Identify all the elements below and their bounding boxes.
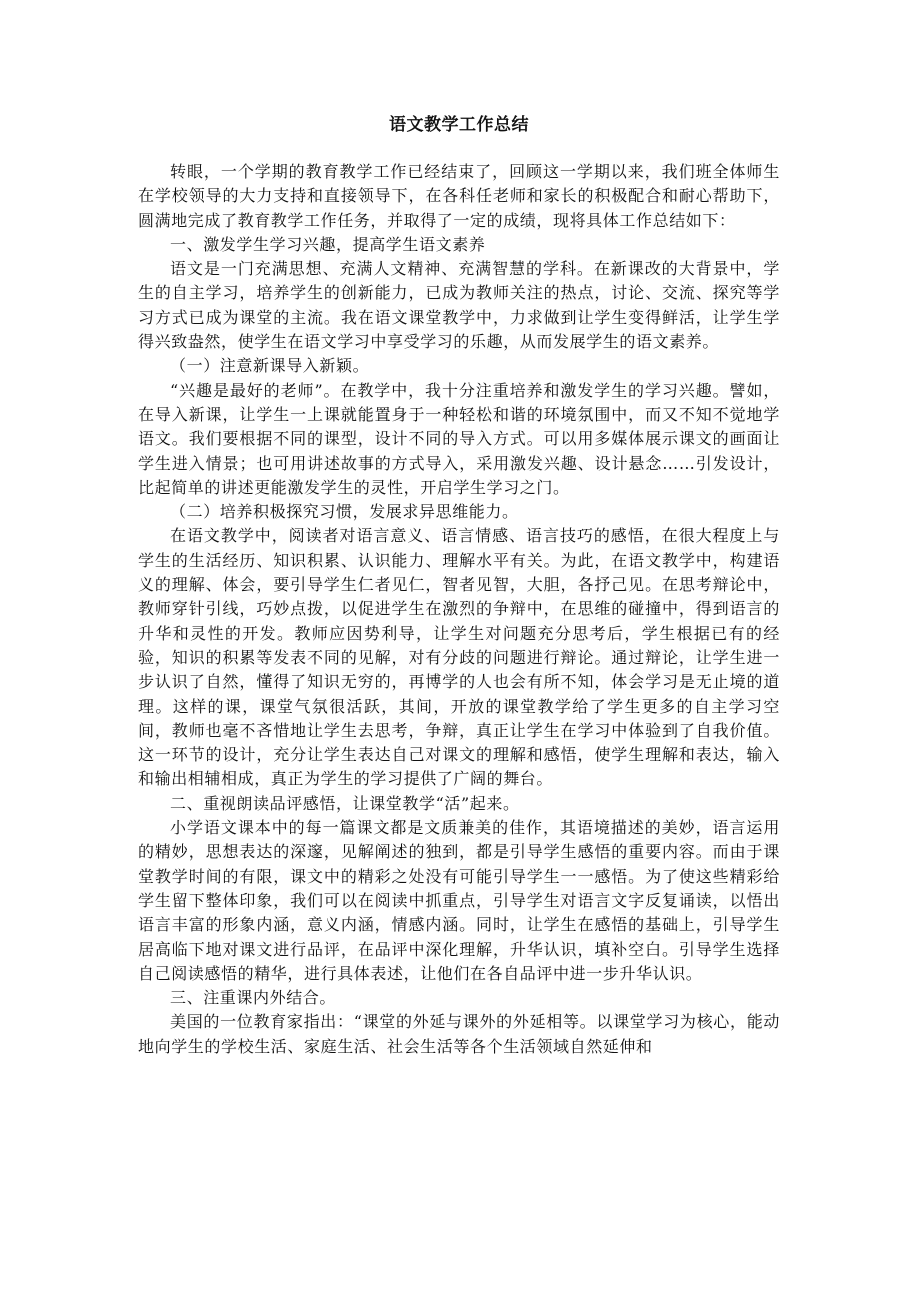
subsection-2-heading: （二）培养积极探究习惯，发展求异思维能力。 <box>170 502 519 522</box>
section-3-paragraph: 美国的一位教育家指出：“课堂的外延与课外的外延相等。以课堂学习为核心，能动地向学生的学校生活、家庭生活、社会生活等各个生活领域自然延伸和 <box>138 1012 780 1056</box>
subsection-1-heading: （一）注意新课导入新颖。 <box>170 356 370 376</box>
section-2-heading: 二、重视朗读品评感悟，让课堂教学“活”起来。 <box>170 793 520 813</box>
section-1-heading: 一、激发学生学习兴趣，提高学生语文素养 <box>170 234 486 254</box>
intro-paragraph: 转眼，一个学期的教育教学工作已经结束了，回顾这一学期以来，我们班全体师生在学校领导的大力支持和直接领导下，在各科任老师和家长的积极配合和耐心帮助下，圆满地完成了教育教学工作任务，并取得了一定的成绩，现将具体工作总结如下： <box>138 162 780 230</box>
section-1-paragraph: 语文是一门充满思想、充满人文精神、充满智慧的学科。在新课改的大背景中，学生的自主学习，培养学生的创新能力，已成为教师关注的热点，讨论、交流、探究等学习方式已成为课堂的主流。我在语文课堂教学中，力求做到让学生变得鲜活，让学生学得兴致盎然，使学生在语文学习中享受学习的乐趣，从而发展学生的语文素养。 <box>138 259 780 352</box>
section-3-heading: 三、注重课内外结合。 <box>170 988 337 1008</box>
section-2-paragraph: 小学语文课本中的每一篇课文都是文质兼美的佳作，其语境描述的美妙，语言运用的精妙，思想表达的深邃，见解阐述的独到，都是引导学生感悟的重要内容。而由于课堂教学时间的有限，课文中的精彩之处没有可能引导学生一一感悟。为了使这些精彩给学生留下整体印象，我们可以在阅读中抓重点，引导学生对语言文字反复诵读，以悟出语言丰富的形象内涵，意义内涵，情感内涵。同时，让学生在感悟的基础上，引导学生居高临下地对课文进行品评，在品评中深化理解，升华认识，填补空白。引导学生选择自己阅读感悟的精华，进行具体表述，让他们在各自品评中进一步升华认识。 <box>138 818 780 983</box>
subsection-2-paragraph: 在语文教学中，阅读者对语言意义、语言情感、语言技巧的感悟，在很大程度上与学生的生活经历、知识积累、认识能力、理解水平有关。为此，在语文教学中，构建语义的理解、体会，要引导学生仁者见仁，智者见智，大胆，各抒己见。在思考辩论中，教师穿针引线，巧妙点拨，以促进学生在激烈的争辩中，在思维的碰撞中，得到语言的升华和灵性的开发。教师应因势利导，让学生对问题充分思考后，学生根据已有的经验，知识的积累等发表不同的见解，对有分歧的问题进行辩论。通过辩论，让学生进一步认识了自然，懂得了知识无穷的，再博学的人也会有所不知，体会学习是无止境的道理。这样的课，课堂气氛很活跃，其间，开放的课堂教学给了学生更多的自主学习空间，教师也毫不吝惜地让学生去思考，争辩，真正让学生在学习中体验到了自我价值。这一环节的设计，充分让学生表达自己对课文的理解和感悟，使学生理解和表达，输入和输出相辅相成，真正为学生的学习提供了广阔的舞台。 <box>138 526 780 789</box>
document-title: 语文教学工作总结 <box>389 115 529 135</box>
subsection-1-paragraph: “兴趣是最好的老师”。在教学中，我十分注重培养和激发学生的学习兴趣。譬如，在导入新课，让学生一上课就能置身于一种轻松和谐的环境氛围中，而又不知不觉地学语文。我们要根据不同的课型，设计不同的导入方式。可以用多媒体展示课文的画面让学生进入情景；也可用讲述故事的方式导入，采用激发兴趣、设计悬念……引发设计，比起简单的讲述更能激发学生的灵性，开启学生学习之门。 <box>138 380 780 497</box>
